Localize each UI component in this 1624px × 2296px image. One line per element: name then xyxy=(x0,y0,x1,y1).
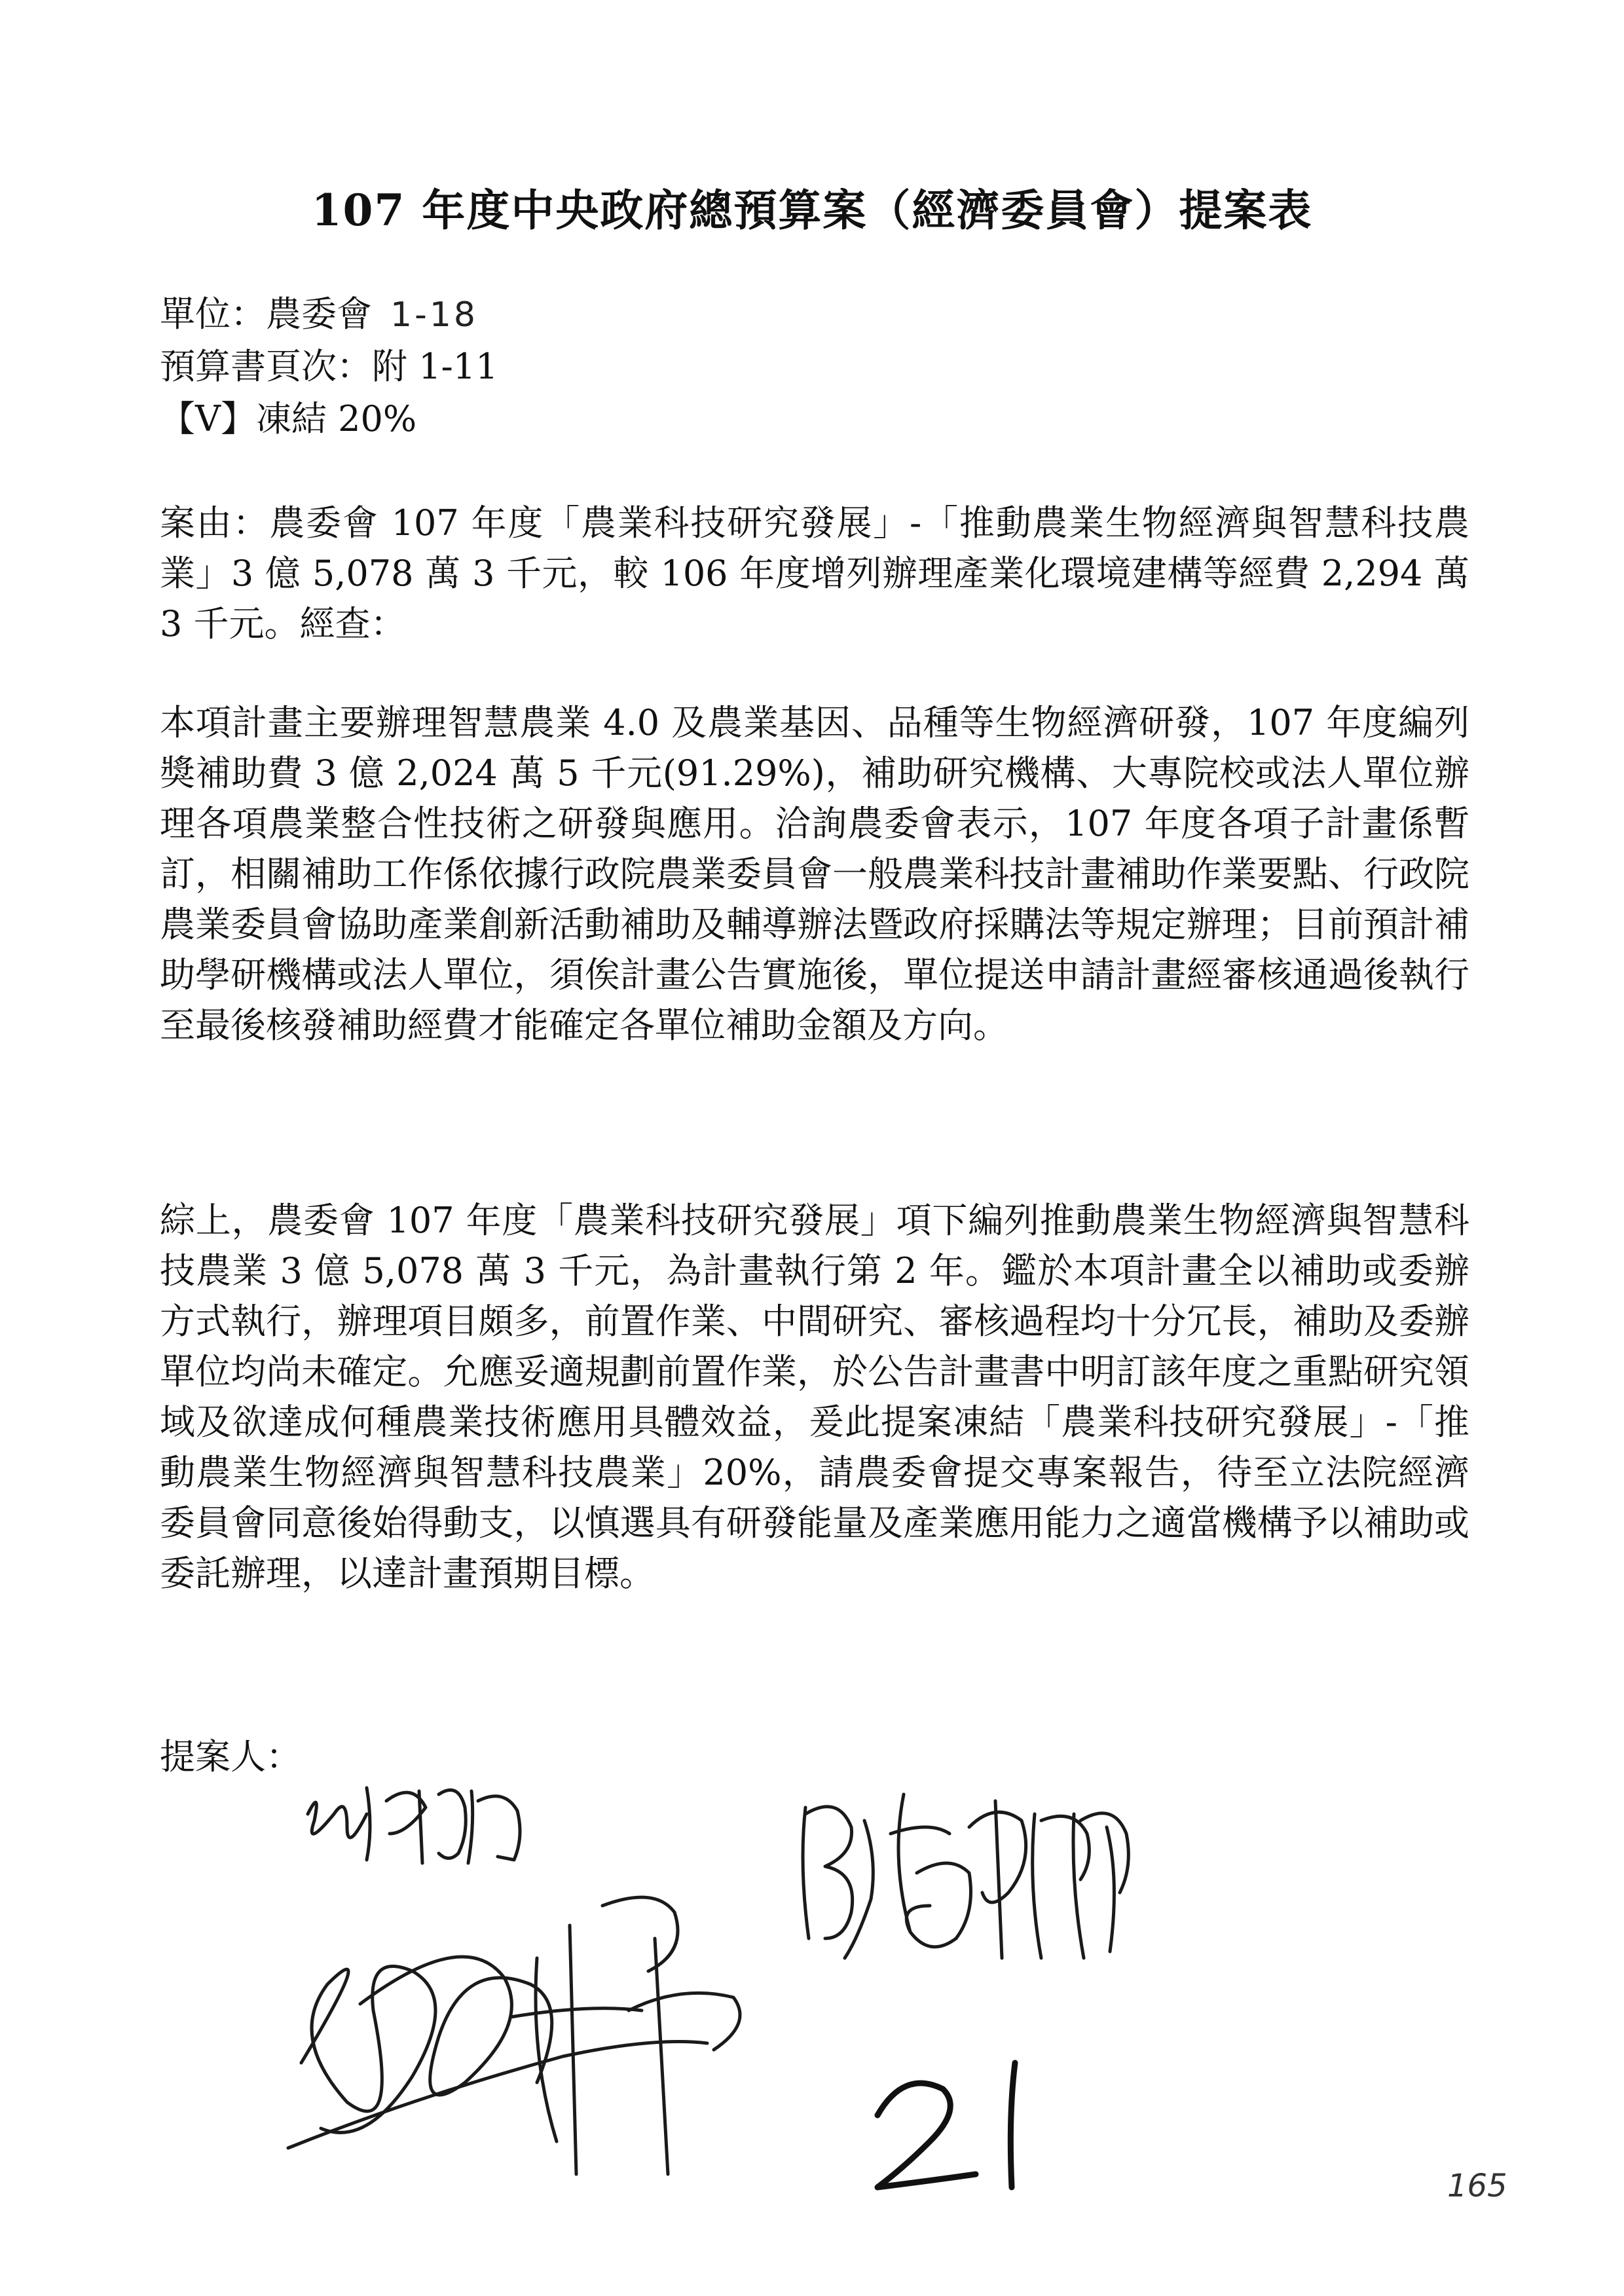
proposal-meta xyxy=(160,288,498,445)
signatures-area xyxy=(262,1729,1244,2200)
budget-page-line: 預算書頁次：附 1-11 xyxy=(160,346,498,387)
unit-line xyxy=(160,288,498,341)
unit-label: 單位：農委會 xyxy=(160,293,372,335)
page-title: 107 年度中央政府總預算案（經濟委員會）提案表 xyxy=(311,185,1313,236)
page-number: 165 xyxy=(1447,2168,1507,2204)
handwritten-number xyxy=(864,2043,1061,2194)
freeze-line: 【V】凍結 20% xyxy=(160,398,417,439)
signature-2 xyxy=(288,1897,740,2174)
case-paragraph: 案由：農委會 107 年度「農業科技研究發展」-「推動農業生物經濟與智慧科技農業」3 億 5,078 萬 3 千元，較 106 年度增列辦理產業化環境建構等經費 2,294 萬 3 千元。經查： xyxy=(160,502,1469,644)
proposer-label: 提案人： xyxy=(160,1736,301,1777)
signature-1 xyxy=(308,1788,520,1863)
summary-paragraph: 綜上，農委會 107 年度「農業科技研究發展」項下編列推動農業生物經濟與智慧科技農業 3 億 5,078 萬 3 千元，為計畫執行第 2 年。鑑於本項計畫全以補助或委辦方式執行，辦理項目頗多，前置作業、中間研究、審核過程均十分冗長，補助及委辦單位均尚未確定。允應妥適規劃前置作業，於公告計畫書中明訂該年度之重點研究領域及欲達成何種農業技術應用具體效益，爰此提案凍結「農業科技研究發展」-「推動農業生物經濟與智慧科技農業」20%，請農委會提交專案報告，待至立法院經濟委員會同意後始得動支，以慎選具有研發能量及產業應用能力之適當機構予以補助或委託辦理，以達計畫預期目標。 xyxy=(160,1200,1469,1594)
signature-3 xyxy=(803,1794,1128,1958)
unit-handwritten-note: 1-18 xyxy=(390,295,479,335)
review-paragraph: 本項計畫主要辦理智慧農業 4.0 及農業基因、品種等生物經濟研發，107 年度編列獎補助費 3 億 2,024 萬 5 千元(91.29%)，補助研究機構、大專院校或法人單位辦理各項農業整合性技術之研發與應用。洽詢農委會表示，107 年度各項子計畫係暫訂，相關補助工作係依據行政院農業委員會一般農業科技計畫補助作業要點、行政院農業委員會協助產業創新活動補助及輔導辦法暨政府採購法等規定辦理；目前預計補助學研機構或法人單位，須俟計畫公告實施後，單位提送申請計畫經審核通過後執行至最後核發補助經費才能確定各單位補助金額及方向。 xyxy=(160,702,1469,1046)
